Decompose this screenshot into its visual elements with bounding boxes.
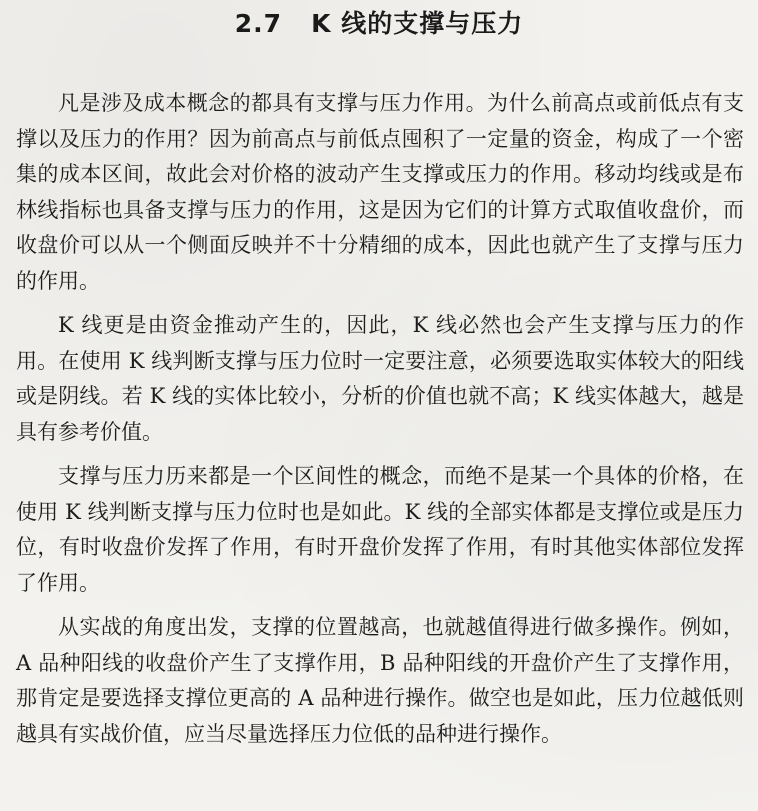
section-number: 2.7 — [234, 9, 283, 38]
paragraph-k-line-capital: K 线更是由资金推动产生的，因此，K 线必然也会产生支撑与压力的作用。在使用 K 线判断支撑与压力位时一定要注意，必须要选取实体较大的阳线或是阴线。若 K 线的实体比较小，分析的价值也就不高；K 线实体越大，越是具有参考价值。 — [16, 313, 744, 444]
section-title: K 线的支撑与压力 — [311, 9, 524, 38]
paragraph-range-concept: 支撑与压力历来都是一个区间性的概念，而绝不是某一个具体的价格，在使用 K 线判断支撑与压力位时也是如此。K 线的全部实体都是支撑位或是压力位，有时收盘价发挥了作用，有时开盘价发挥了作用，有时其他实体部位发挥了作用。 — [16, 464, 744, 595]
paragraph-cost-concept: 凡是涉及成本概念的都具有支撑与压力作用。为什么前高点或前低点有支撑以及压力的作用？因为前高点与前低点囤积了一定量的资金，构成了一个密集的成本区间，故此会对价格的波动产生支撑或压力的作用。移动均线或是布林线指标也具备支撑与压力的作用，这是因为它们的计算方式取值收盘价，而收盘价可以从一个侧面反映并不十分精细的成本，因此也就产生了支撑与压力的作用。 — [16, 91, 744, 293]
section-heading — [0, 6, 758, 42]
paragraph-practical-use: 从实战的角度出发，支撑的位置越高，也就越值得进行做多操作。例如，A 品种阳线的收盘价产生了支撑作用，B 品种阳线的开盘价产生了支撑作用，那肯定是要选择支撑位更高的 A 品种进行操作。做空也是如此，压力位越低则越具有实战价值，应当尽量选择压力位低的品种进行操作。 — [16, 615, 744, 746]
section-body — [16, 86, 744, 761]
